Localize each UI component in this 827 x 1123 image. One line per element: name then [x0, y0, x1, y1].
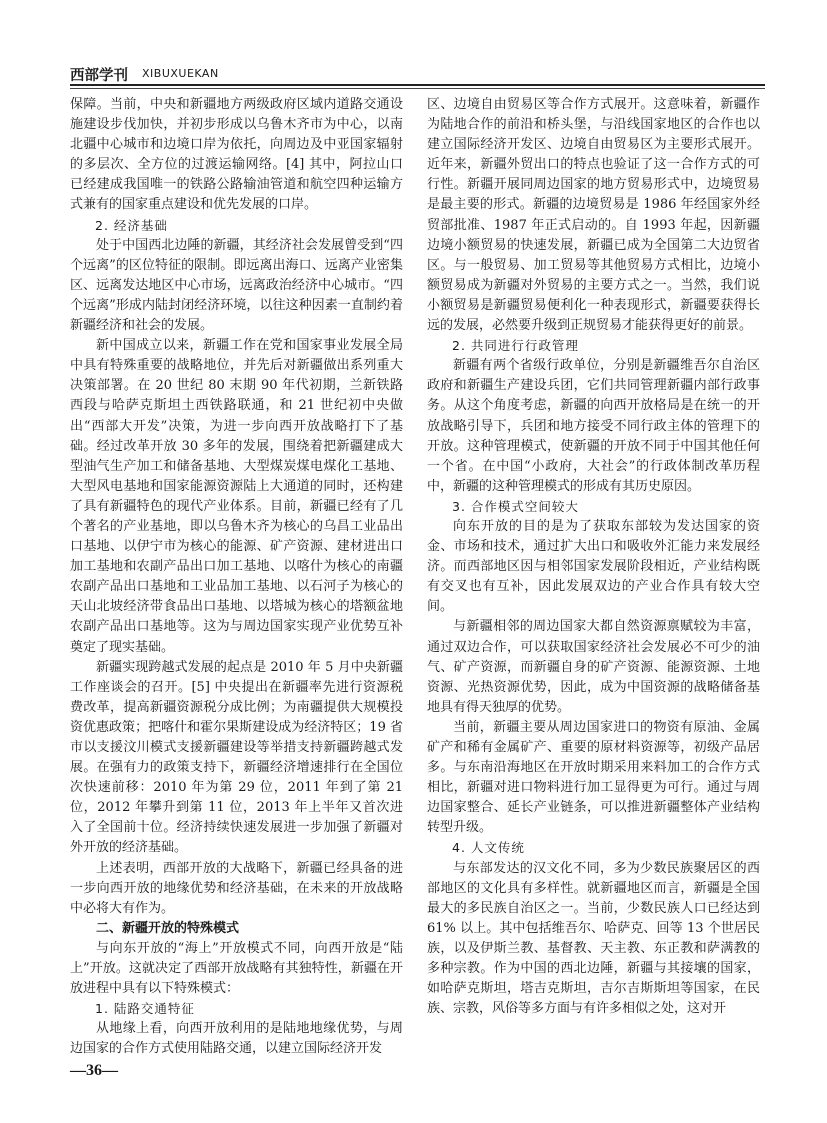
page-header — [70, 62, 765, 88]
paragraph: 处于中国西北边陲的新疆，其经济社会发展曾受到“四个远离”的区位特征的限制。即远离出海口、远离产业密集区、远离发达地区中心市场，远离政治经济中心城市。“四个远离”形成内陆封闭经济环境，以往这种因素一直制约着新疆经济和社会的发展。 — [70, 237, 403, 334]
header-rule-thin — [70, 88, 765, 89]
paragraph: 与向东开放的“海上”开放模式不同，向西开放是“陆上”开放。这就决定了西部开放战略有其独特性，新疆在开放进程中具有以下特殊模式： — [70, 940, 403, 997]
journal-title: 西部学刊 — [70, 68, 128, 84]
subsection-heading: 3. 合作模式空间较大 — [452, 498, 579, 514]
paragraph: 与新疆相邻的周边国家大都自然资源禀赋较为丰富，通过双边合作，可以获取国家经济社会发展必不可少的油气、矿产资源，而新疆自身的矿产资源、能源资源、土地资源、光热资源优势，因此，成为中国资源的战略储备基地具有得天独厚的优势。 — [427, 619, 760, 715]
paragraph: 当前，新疆主要从周边国家进口的物资有原油、金属矿产和稀有金属矿产、重要的原材料资源等，初级产品居多。与东南沿海地区在开放时期采用来料加工的合作方式相比，新疆对进口物料进行加工显得更为可行。通过与周边国家整合、延长产业链条，可以推进新疆整体产业结构转型升级。 — [427, 719, 760, 836]
subsection-heading: 4. 人文传统 — [452, 840, 525, 856]
section-heading: 二、新疆开放的特殊模式 — [96, 920, 240, 936]
paragraph: 与东部发达的汉文化不同，多为少数民族聚居区的西部地区的文化具有多样性。就新疆地区而言，新疆是全国最大的多民族自治区之一。当前，少数民族人口已经达到 61% 以上。其中包括维吾尔、哈萨克、回等 13 个世居民族，以及伊斯兰教、基督教、天主教、东正教和萨满教的多种宗教。作为中国的西北边陲，新疆与其接壤的国家，如哈萨克斯坦，塔吉克斯坦，吉尔吉斯斯坦等国家，在民族、宗教，风俗等多方面与有许多相似之处，这对开 — [427, 860, 760, 1017]
paragraph: 从地缘上看，向西开放利用的是陆地地缘优势，与周边国家的合作方式使用陆路交通，以建立国际经济开发 — [70, 1021, 403, 1057]
paragraph: 新疆实现跨越式发展的起点是 2010 年 5 月中央新疆工作座谈会的召开。[5] 中央提出在新疆率先进行资源税费改革，提高新疆资源税分成比例；为南疆提供大规模投资优惠政策；把喀什和霍尔果斯建设成为经济特区；19 省市以支援汶川模式支援新疆建设等举措支持新疆跨越式发展。在强有力的政策支持下，新疆经济增速排行在全国位次快速前移：2010 年为第 29 位，2011 年到了第 21 位，2012 年攀升到第 11 位，2013 年上半年又首次进入了全国前十位。经济持续快速发展进一步加强了新疆对外开放的经济基础。 — [70, 659, 403, 856]
paragraph-continued: 区、边境自由贸易区等合作方式展开。这意味着，新疆作为陆地合作的前沿和桥头堡，与沿线国家地区的合作也以建立国际经济开发区、边境自由贸易区为主要形式展开。近年来，新疆外贸出口的特点也验证了这一合作方式的可行性。新疆开展同周边国家的地方贸易形式中，边境贸易是最主要的形式。新疆的边境贸易是 1986 年经国家外经贸部批准、1987 年正式启动的。自 1993 年起，因新疆边境小额贸易的快速发展，新疆已成为全国第二大边贸省区。与一般贸易、加工贸易等其他贸易方式相比，边境小额贸易成为新疆对外贸易的主要方式之一。当然，我们说小额贸易是新疆贸易便利化一种表现形式，新疆要获得长远的发展，必然要升级到正规贸易才能获得更好的前景。 — [427, 97, 760, 334]
subsection-heading: 2. 共同进行行政管理 — [452, 338, 579, 354]
left-column — [70, 95, 403, 1095]
paragraph-continued: 保障。当前，中央和新疆地方两级政府区域内道路交通设施建设步伐加快，并初步形成以乌鲁木齐市为中心，以南北疆中心城市和边境口岸为依托，向周边及中亚国家辐射的多层次、全方位的过渡运输网络。[4] 其中，阿拉山口已经建成我国唯一的铁路公路输油管道和航空四种运输方式兼有的国家重点建设和优先发展的口岸。 — [70, 97, 403, 213]
page-number: —36— — [70, 1062, 118, 1079]
subsection-heading: 1. 陆路交通特征 — [95, 1001, 195, 1017]
right-column — [427, 95, 760, 1095]
paragraph: 向东开放的目的是为了获取东部较为发达国家的资金、市场和技术，通过扩大出口和吸收外汇能力来发展经济。而西部地区因与相邻国家发展阶段相近，产业结构既有交叉也有互补，因此发展双边的产业合作具有较大空间。 — [427, 518, 760, 615]
paragraph: 上述表明，西部开放的大战略下，新疆已经具备的进一步向西开放的地缘优势和经济基础，在未来的开放战略中必将大有作为。 — [70, 860, 403, 916]
header-rule-thick — [70, 84, 765, 86]
paragraph: 新疆有两个省级行政单位，分别是新疆维吾尔自治区政府和新疆生产建设兵团，它们共同管理新疆内部行政事务。从这个角度考虑，新疆的向西开放格局是在统一的开放战略引导下，兵团和地方接受不同行政主体的管理下的开放。这种管理模式，使新疆的开放不同于中国其他任何一个省。在中国“小政府，大社会”的行政体制改革历程中，新疆的这种管理模式的形成有其历史原因。 — [427, 358, 760, 494]
journal-title-pinyin: XIBUXUEKAN — [142, 67, 219, 80]
paragraph: 新中国成立以来，新疆工作在党和国家事业发展全局中具有特殊重要的战略地位，并先后对新疆做出系列重大决策部署。在 20 世纪 80 末期 90 年代初期，兰新铁路西段与哈萨克斯坦土西铁路联通，和 21 世纪初中央做出“西部大开发”决策，为进一步向西开放战略打下了基础。经过改革开放 30 多年的发展，围绕着把新疆建成大型油气生产加工和储备基地、大型煤炭煤电煤化工基地、大型风电基地和国家能源资源陆上大通道的同时，还构建了具有新疆特色的现代产业体系。目前，新疆已经有了几个著名的产业基地，即以乌鲁木齐为核心的乌昌工业品出口基地、以伊宁市为核心的能源、矿产资源、建材进出口加工基地和农副产品出口加工基地、以喀什为核心的南疆农副产品出口基地和工业品加工基地、以石河子为核心的天山北坡经济带食品出口基地、以塔城为核心的塔额盆地农副产品出口基地等。这为与周边国家实现产业优势互补奠定了现实基础。 — [70, 338, 403, 655]
subsection-heading: 2. 经济基础 — [95, 217, 168, 233]
